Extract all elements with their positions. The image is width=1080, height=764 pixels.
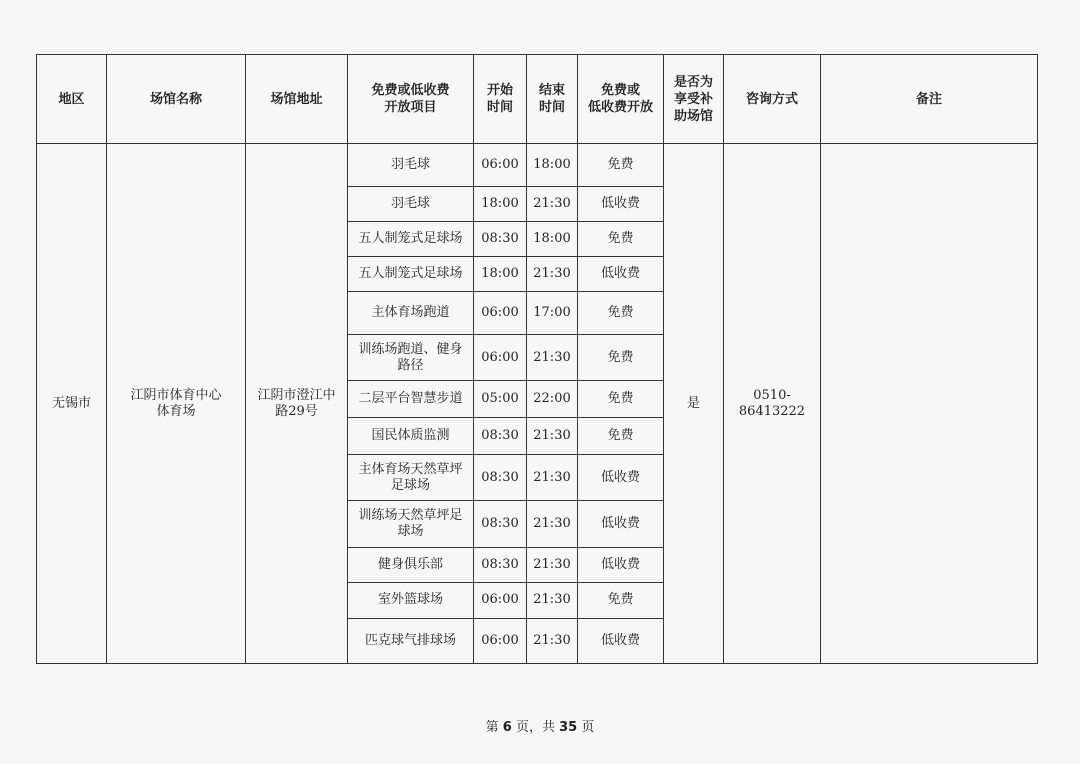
- project-line1: 羽毛球: [390, 195, 430, 211]
- fee-type-cell: 低收费: [578, 548, 664, 583]
- venue-name-line1: 江阴市体育中心: [130, 387, 222, 403]
- project-line1: 匹克球气排球场: [364, 632, 456, 648]
- header-remarks: 备注: [821, 55, 1038, 144]
- fee-type-cell: 免费: [578, 335, 664, 380]
- project-cell: [348, 187, 474, 221]
- header-region: 地区: [37, 55, 107, 144]
- end-time-cell: 21:30: [527, 500, 578, 547]
- remarks-cell: [821, 144, 1038, 664]
- footer-total-pages: 35: [559, 720, 578, 735]
- header-fee-type: [578, 55, 664, 144]
- table-row: [37, 144, 1038, 187]
- region-cell: 无锡市: [37, 144, 107, 664]
- header-venue-name: 场馆名称: [107, 55, 246, 144]
- project-line1: 五人制笼式足球场: [358, 265, 463, 281]
- start-time-cell: 06:00: [474, 144, 527, 187]
- header-start-line1: 开始: [486, 83, 513, 98]
- project-line1: 训练场天然草坪足: [358, 507, 463, 523]
- fee-type-cell: 免费: [578, 418, 664, 455]
- header-end-time: [527, 55, 578, 144]
- project-line1: 主体育场跑道: [371, 305, 450, 321]
- end-time-cell: 21:30: [527, 335, 578, 380]
- header-start-time: [474, 55, 527, 144]
- header-end-line1: 结束: [538, 83, 565, 98]
- footer-suffix: 页: [581, 720, 595, 735]
- fee-type-cell: 低收费: [578, 618, 664, 663]
- fee-type-cell: 免费: [578, 583, 664, 618]
- header-fee-line1: 免费或: [600, 83, 640, 98]
- venue-address-line1: 江阴市澄江中: [257, 387, 336, 403]
- fee-type-cell: 免费: [578, 221, 664, 256]
- end-time-cell: 21:30: [527, 583, 578, 618]
- project-cell: [348, 583, 474, 618]
- end-time-cell: 17:00: [527, 292, 578, 335]
- header-row: [37, 55, 1038, 144]
- project-line2: 足球场: [390, 477, 430, 493]
- fee-type-cell: 低收费: [578, 455, 664, 500]
- header-end-line2: 时间: [538, 100, 565, 115]
- project-cell: [348, 618, 474, 663]
- header-fee-line2: 低收费开放: [587, 100, 653, 115]
- table-body: [37, 144, 1038, 664]
- fee-type-cell: 低收费: [578, 187, 664, 221]
- end-time-cell: 22:00: [527, 380, 578, 417]
- project-line1: 室外篮球场: [377, 592, 443, 608]
- header-subsidy-line2: 享受补: [673, 91, 713, 107]
- start-time-cell: 18:00: [474, 256, 527, 291]
- start-time-cell: 08:30: [474, 221, 527, 256]
- start-time-cell: 08:30: [474, 418, 527, 455]
- project-cell: [348, 548, 474, 583]
- footer-prefix: 第: [485, 720, 499, 735]
- project-cell: [348, 292, 474, 335]
- start-time-cell: 08:30: [474, 455, 527, 500]
- project-line1: 二层平台智慧步道: [358, 390, 463, 406]
- project-line1: 羽毛球: [390, 157, 430, 173]
- fee-type-cell: 低收费: [578, 500, 664, 547]
- header-start-line2: 时间: [486, 100, 513, 115]
- start-time-cell: 06:00: [474, 618, 527, 663]
- project-cell: [348, 500, 474, 547]
- project-cell: [348, 380, 474, 417]
- header-project-line2: 开放项目: [384, 100, 437, 115]
- venue-table: [36, 54, 1038, 664]
- contact-cell: 0510-86413222: [724, 144, 821, 664]
- header-contact: 咨询方式: [724, 55, 821, 144]
- project-line1: 训练场跑道、健身: [358, 341, 463, 357]
- start-time-cell: 08:30: [474, 500, 527, 547]
- start-time-cell: 06:00: [474, 583, 527, 618]
- end-time-cell: 21:30: [527, 187, 578, 221]
- header-subsidy-line1: 是否为: [673, 74, 713, 90]
- subsidy-cell: 是: [664, 144, 724, 664]
- start-time-cell: 06:00: [474, 292, 527, 335]
- footer-mid: 页，共: [515, 720, 555, 735]
- header-project: [348, 55, 474, 144]
- project-cell: [348, 144, 474, 187]
- end-time-cell: 21:30: [527, 548, 578, 583]
- project-line1: 五人制笼式足球场: [358, 230, 463, 246]
- fee-type-cell: 免费: [578, 144, 664, 187]
- end-time-cell: 18:00: [527, 144, 578, 187]
- footer-page-number: 6: [502, 720, 512, 735]
- project-line2: 球场: [397, 523, 424, 539]
- project-line1: 国民体质监测: [371, 428, 450, 444]
- venue-name-line2: 体育场: [156, 403, 196, 419]
- header-venue-address: 场馆地址: [246, 55, 348, 144]
- venue-address-line2: 路29号: [275, 403, 318, 419]
- header-project-line1: 免费或低收费: [371, 83, 450, 98]
- project-cell: [348, 455, 474, 500]
- start-time-cell: 18:00: [474, 187, 527, 221]
- fee-type-cell: 免费: [578, 380, 664, 417]
- project-cell: [348, 418, 474, 455]
- end-time-cell: 18:00: [527, 221, 578, 256]
- end-time-cell: 21:30: [527, 618, 578, 663]
- project-line1: 主体育场天然草坪: [358, 461, 463, 477]
- page-footer: [0, 716, 1080, 735]
- start-time-cell: 08:30: [474, 548, 527, 583]
- start-time-cell: 06:00: [474, 335, 527, 380]
- project-cell: [348, 335, 474, 380]
- project-line1: 健身俱乐部: [377, 557, 443, 573]
- end-time-cell: 21:30: [527, 455, 578, 500]
- project-cell: [348, 256, 474, 291]
- venue-address-cell: [246, 144, 348, 664]
- header-subsidy-line3: 助场馆: [673, 108, 713, 124]
- start-time-cell: 05:00: [474, 380, 527, 417]
- fee-type-cell: 低收费: [578, 256, 664, 291]
- end-time-cell: 21:30: [527, 418, 578, 455]
- fee-type-cell: 免费: [578, 292, 664, 335]
- end-time-cell: 21:30: [527, 256, 578, 291]
- header-subsidy: [664, 55, 724, 144]
- project-cell: [348, 221, 474, 256]
- venue-name-cell: [107, 144, 246, 664]
- project-line2: 路径: [397, 357, 424, 373]
